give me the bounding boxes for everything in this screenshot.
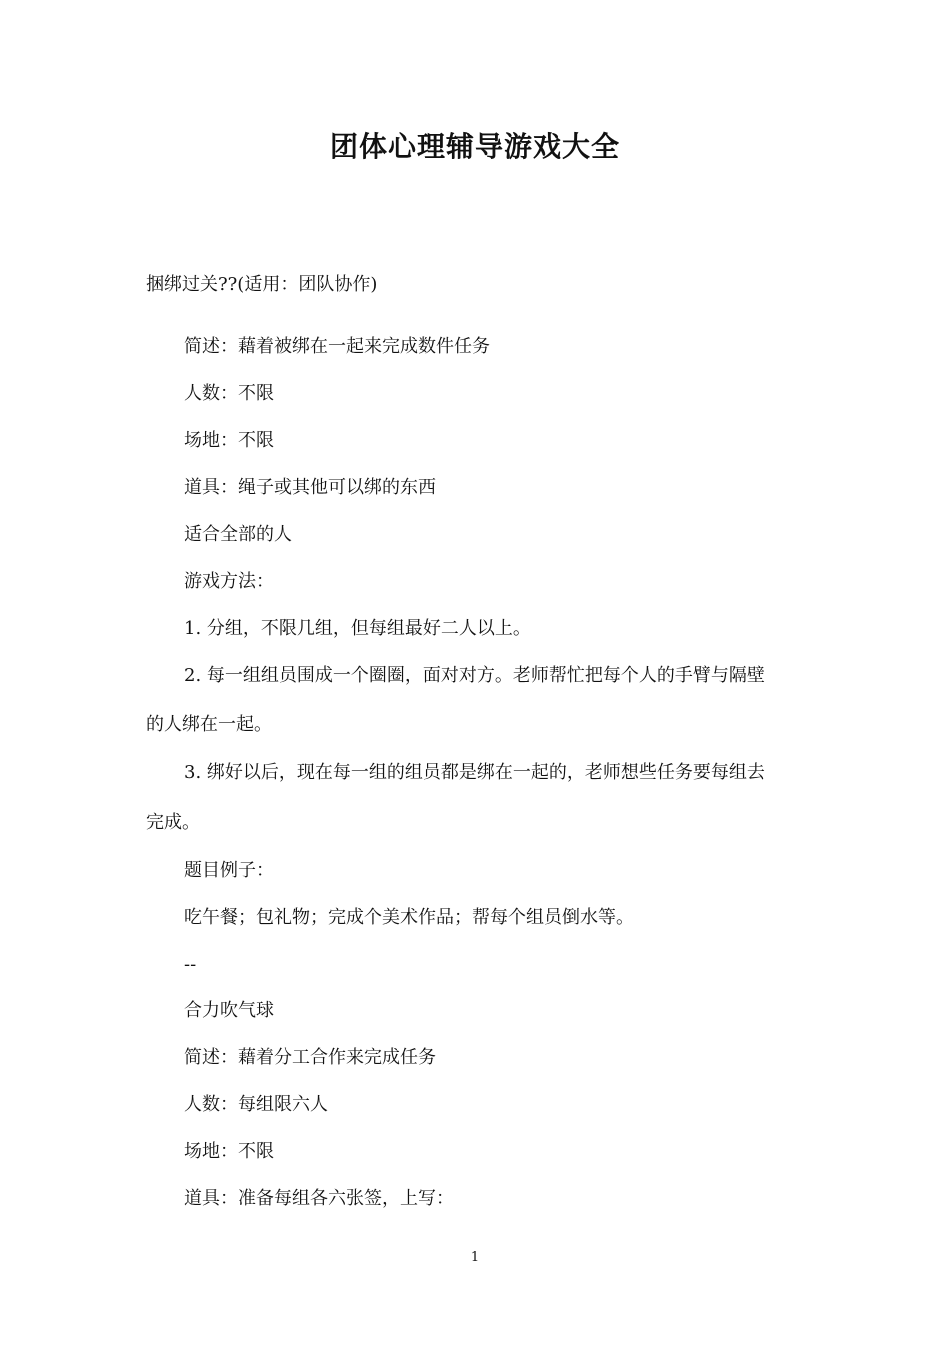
separator-text: --	[184, 954, 197, 975]
paragraph-line: 道具：绳子或其他可以绑的东西	[184, 477, 436, 498]
paragraph-line: 简述：藉着被绑在一起来完成数件任务	[184, 336, 490, 357]
paragraph-line: 场地：不限	[184, 430, 274, 451]
paragraph-line: 人数：每组限六人	[184, 1094, 328, 1115]
list-item-continuation: 完成。	[146, 812, 200, 833]
paragraph-line: 场地：不限	[184, 1141, 274, 1162]
paragraph-line: 游戏方法：	[184, 571, 274, 592]
paragraph-line: 吃午餐；包礼物；完成个美术作品；帮每个组员倒水等。	[184, 907, 634, 928]
paragraph-line: 道具：准备每组各六张签，上写：	[184, 1188, 454, 1209]
list-item: 2. 每一组组员围成一个圈圈，面对对方。老师帮忙把每个人的手臂与隔壁	[184, 665, 765, 686]
page-number: 1	[470, 1250, 480, 1265]
paragraph-line: 题目例子：	[184, 860, 274, 881]
paragraph-line: 适合全部的人	[184, 524, 292, 545]
list-item: 1. 分组，不限几组，但每组最好二人以上。	[184, 618, 531, 639]
document-title: 团体心理辅导游戏大全	[329, 130, 620, 163]
paragraph-line: 简述：藉着分工合作来完成任务	[184, 1047, 436, 1068]
paragraph-line: 人数：不限	[184, 383, 274, 404]
list-item-continuation: 的人绑在一起。	[146, 714, 272, 735]
section-heading-balloon: 合力吹气球	[184, 1000, 274, 1021]
section-heading-binding: 捆绑过关??(适用：团队协作)	[146, 274, 378, 295]
list-item: 3. 绑好以后，现在每一组的组员都是绑在一起的，老师想些任务要每组去	[184, 762, 765, 783]
